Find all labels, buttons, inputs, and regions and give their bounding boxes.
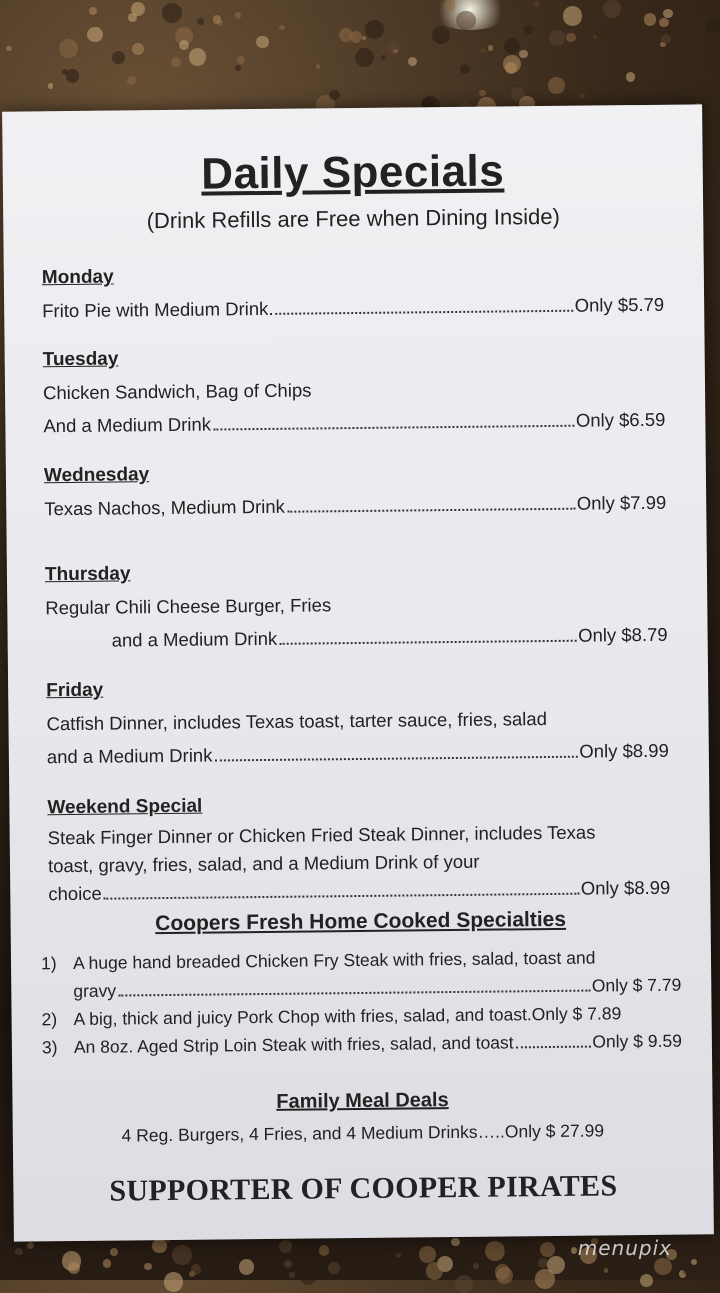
item-text: An 8oz. Aged Strip Loin Steak with fries, salad, and toast bbox=[73, 1032, 514, 1057]
leader-dots bbox=[104, 893, 579, 900]
item-price: Only $8.99 bbox=[579, 739, 669, 762]
item-text: Texas Nachos, Medium Drink bbox=[44, 495, 285, 520]
granite-speck bbox=[355, 1239, 366, 1250]
item-number: 1) bbox=[40, 953, 57, 974]
granite-speck bbox=[68, 1262, 80, 1274]
day-name: Thursday bbox=[44, 563, 131, 586]
granite-speck bbox=[328, 1262, 340, 1274]
granite-speck bbox=[524, 25, 532, 33]
granite-speck bbox=[683, 1269, 688, 1274]
granite-speck bbox=[48, 83, 54, 89]
granite-speck bbox=[519, 50, 528, 59]
granite-speck bbox=[300, 1243, 311, 1254]
granite-speck bbox=[381, 55, 386, 60]
leader-dots bbox=[213, 425, 574, 431]
granite-speck bbox=[128, 13, 137, 22]
granite-speck bbox=[279, 25, 285, 31]
granite-speck bbox=[495, 1264, 510, 1279]
item-price: Only $ 7.79 bbox=[591, 974, 682, 996]
granite-speck bbox=[640, 1274, 653, 1287]
special-line bbox=[47, 734, 669, 774]
granite-speck bbox=[644, 13, 656, 25]
granite-speck bbox=[15, 1248, 22, 1255]
granite-speck bbox=[547, 1256, 565, 1274]
item-text: and a Medium Drink bbox=[46, 744, 213, 768]
special-line bbox=[45, 618, 667, 658]
granite-speck bbox=[626, 72, 636, 82]
item-text: Frito Pie with Medium Drink bbox=[42, 297, 269, 322]
granite-speck bbox=[566, 33, 576, 43]
granite-speck bbox=[441, 1245, 449, 1253]
item-price: Only $5.79 bbox=[574, 293, 665, 316]
granite-speck bbox=[360, 1266, 370, 1276]
granite-speck bbox=[66, 69, 79, 82]
granite-speck bbox=[162, 3, 182, 23]
granite-speck bbox=[6, 46, 12, 52]
granite-speck bbox=[103, 1259, 112, 1268]
granite-speck bbox=[89, 7, 97, 15]
granite-speck bbox=[87, 27, 102, 42]
granite-speck bbox=[593, 35, 597, 39]
item-price: Only $6.59 bbox=[575, 408, 666, 431]
leader-dots bbox=[287, 508, 575, 513]
leader-dots bbox=[279, 640, 576, 645]
day-name: Weekend Special bbox=[47, 795, 203, 819]
granite-speck bbox=[579, 93, 585, 99]
granite-speck bbox=[426, 1262, 443, 1279]
family-deal-line: 4 Reg. Burgers, 4 Fries, and 4 Medium Drinks…..Only $ 27.99 bbox=[121, 1120, 605, 1146]
special-line bbox=[43, 403, 665, 443]
leader-dots bbox=[118, 990, 590, 997]
granite-speck bbox=[189, 1271, 195, 1277]
item-text: Steak Finger Dinner or Chicken Fried Steak Dinner, includes Texas bbox=[47, 821, 596, 849]
granite-speck bbox=[534, 1, 540, 7]
item-text: A huge hand breaded Chicken Fry Steak with fries, salad, toast and bbox=[72, 947, 596, 973]
family-deals-title: Family Meal Deals bbox=[276, 1089, 449, 1113]
granite-speck bbox=[316, 64, 320, 68]
granite-speck bbox=[117, 1238, 135, 1256]
granite-speck bbox=[571, 1247, 578, 1254]
granite-speck bbox=[479, 90, 486, 97]
day-name: Tuesday bbox=[42, 348, 119, 371]
granite-speck bbox=[504, 1247, 511, 1254]
granite-speck bbox=[393, 49, 397, 53]
granite-speck bbox=[319, 1245, 330, 1256]
granite-speck bbox=[563, 6, 583, 26]
granite-speck bbox=[540, 1242, 555, 1257]
granite-speck bbox=[691, 1259, 697, 1265]
item-text: A big, thick and juicy Pork Chop with fries, salad, and toast. bbox=[73, 1004, 532, 1029]
specialty-item bbox=[42, 1027, 682, 1062]
item-price: Only $ 7.89 bbox=[531, 1003, 622, 1025]
page-subtitle: (Drink Refills are Free when Dining Inside) bbox=[146, 203, 560, 234]
supporter-footer: SUPPORTER OF COOPER PIRATES bbox=[109, 1169, 618, 1208]
granite-speck bbox=[604, 1268, 608, 1272]
specialties-title: Coopers Fresh Home Cooked Specialties bbox=[155, 907, 567, 936]
leader-dots bbox=[516, 1046, 591, 1049]
granite-speck bbox=[659, 18, 669, 28]
granite-speck bbox=[339, 28, 353, 42]
item-text: choice bbox=[48, 882, 102, 905]
item-text: Regular Chili Cheese Burger, Fries bbox=[45, 594, 332, 619]
page-title: Daily Specials bbox=[201, 146, 505, 199]
item-text: gravy bbox=[73, 980, 117, 1001]
granite-speck bbox=[256, 36, 269, 49]
granite-speck bbox=[329, 90, 340, 101]
item-price: Only $8.79 bbox=[578, 623, 668, 646]
granite-speck bbox=[172, 1245, 192, 1265]
special-weekend bbox=[47, 785, 670, 909]
granite-speck bbox=[663, 9, 673, 19]
granite-speck bbox=[144, 1263, 152, 1271]
granite-speck bbox=[197, 18, 204, 25]
granite-speck bbox=[488, 45, 493, 50]
granite-speck bbox=[706, 19, 720, 34]
leader-dots bbox=[214, 756, 577, 762]
granite-speck bbox=[279, 1240, 292, 1253]
granite-speck bbox=[621, 1263, 631, 1273]
item-text: and a Medium Drink bbox=[111, 627, 278, 651]
granite-speck bbox=[362, 36, 366, 40]
special-monday bbox=[42, 255, 665, 328]
granite-speck bbox=[239, 1259, 254, 1274]
item-number: 3) bbox=[41, 1037, 58, 1058]
granite-speck bbox=[284, 1260, 292, 1268]
item-text: toast, gravy, fries, salad, and a Medium Drink of your bbox=[47, 850, 480, 877]
item-text: Catfish Dinner, includes Texas toast, tarter sauce, fries, salad bbox=[46, 708, 548, 735]
watermark-logo: menupix bbox=[577, 1236, 672, 1260]
granite-speck bbox=[455, 1275, 474, 1293]
granite-speck bbox=[21, 1269, 27, 1275]
granite-speck bbox=[603, 0, 621, 18]
granite-speck bbox=[235, 65, 242, 72]
granite-speck bbox=[237, 56, 245, 64]
granite-speck bbox=[549, 30, 565, 46]
granite-speck bbox=[246, 1242, 256, 1252]
granite-speck bbox=[289, 1272, 295, 1278]
granite-speck bbox=[661, 34, 671, 44]
granite-speck bbox=[171, 57, 181, 67]
granite-speck bbox=[451, 1238, 460, 1247]
item-price: Only $8.99 bbox=[580, 876, 671, 899]
item-text: And a Medium Drink bbox=[43, 413, 212, 437]
granite-speck bbox=[408, 57, 417, 66]
day-name: Wednesday bbox=[43, 464, 150, 487]
granite-speck bbox=[59, 39, 78, 58]
leader-dots bbox=[270, 310, 572, 315]
day-name: Friday bbox=[46, 679, 104, 702]
granite-speck bbox=[419, 1246, 436, 1263]
special-line bbox=[42, 288, 664, 328]
granite-speck bbox=[432, 26, 450, 44]
item-price: Only $ 9.59 bbox=[592, 1030, 682, 1052]
granite-speck bbox=[456, 11, 476, 31]
granite-speck bbox=[460, 64, 471, 75]
granite-speck bbox=[401, 1241, 409, 1249]
special-line bbox=[42, 1027, 682, 1062]
granite-speck bbox=[504, 38, 520, 54]
day-name: Monday bbox=[41, 266, 114, 289]
item-text: Chicken Sandwich, Bag of Chips bbox=[42, 379, 312, 404]
granite-speck bbox=[127, 76, 136, 85]
item-price: Only $7.99 bbox=[576, 491, 667, 514]
item-number: 2) bbox=[41, 1009, 58, 1030]
granite-speck bbox=[132, 43, 144, 55]
granite-speck bbox=[222, 1240, 229, 1247]
granite-speck bbox=[480, 48, 485, 53]
specialty-item bbox=[41, 943, 682, 1006]
menu-sheet bbox=[2, 104, 714, 1241]
granite-speck bbox=[336, 1240, 353, 1257]
special-wednesday bbox=[44, 453, 667, 526]
granite-speck bbox=[473, 1263, 479, 1269]
granite-speck bbox=[355, 48, 374, 67]
granite-speck bbox=[179, 40, 189, 50]
special-line bbox=[44, 486, 666, 526]
special-friday bbox=[46, 668, 669, 774]
special-tuesday bbox=[43, 337, 666, 443]
granite-speck bbox=[27, 1242, 35, 1250]
granite-speck bbox=[396, 1253, 401, 1258]
granite-speck bbox=[112, 51, 125, 64]
granite-speck bbox=[300, 1267, 318, 1285]
granite-speck bbox=[548, 77, 565, 94]
granite-speck bbox=[654, 1258, 672, 1276]
granite-speck bbox=[485, 1241, 505, 1261]
granite-speck bbox=[235, 12, 241, 18]
granite-speck bbox=[164, 1272, 183, 1291]
granite-speck bbox=[365, 20, 384, 39]
granite-speck bbox=[189, 48, 206, 65]
special-thursday bbox=[45, 552, 668, 658]
